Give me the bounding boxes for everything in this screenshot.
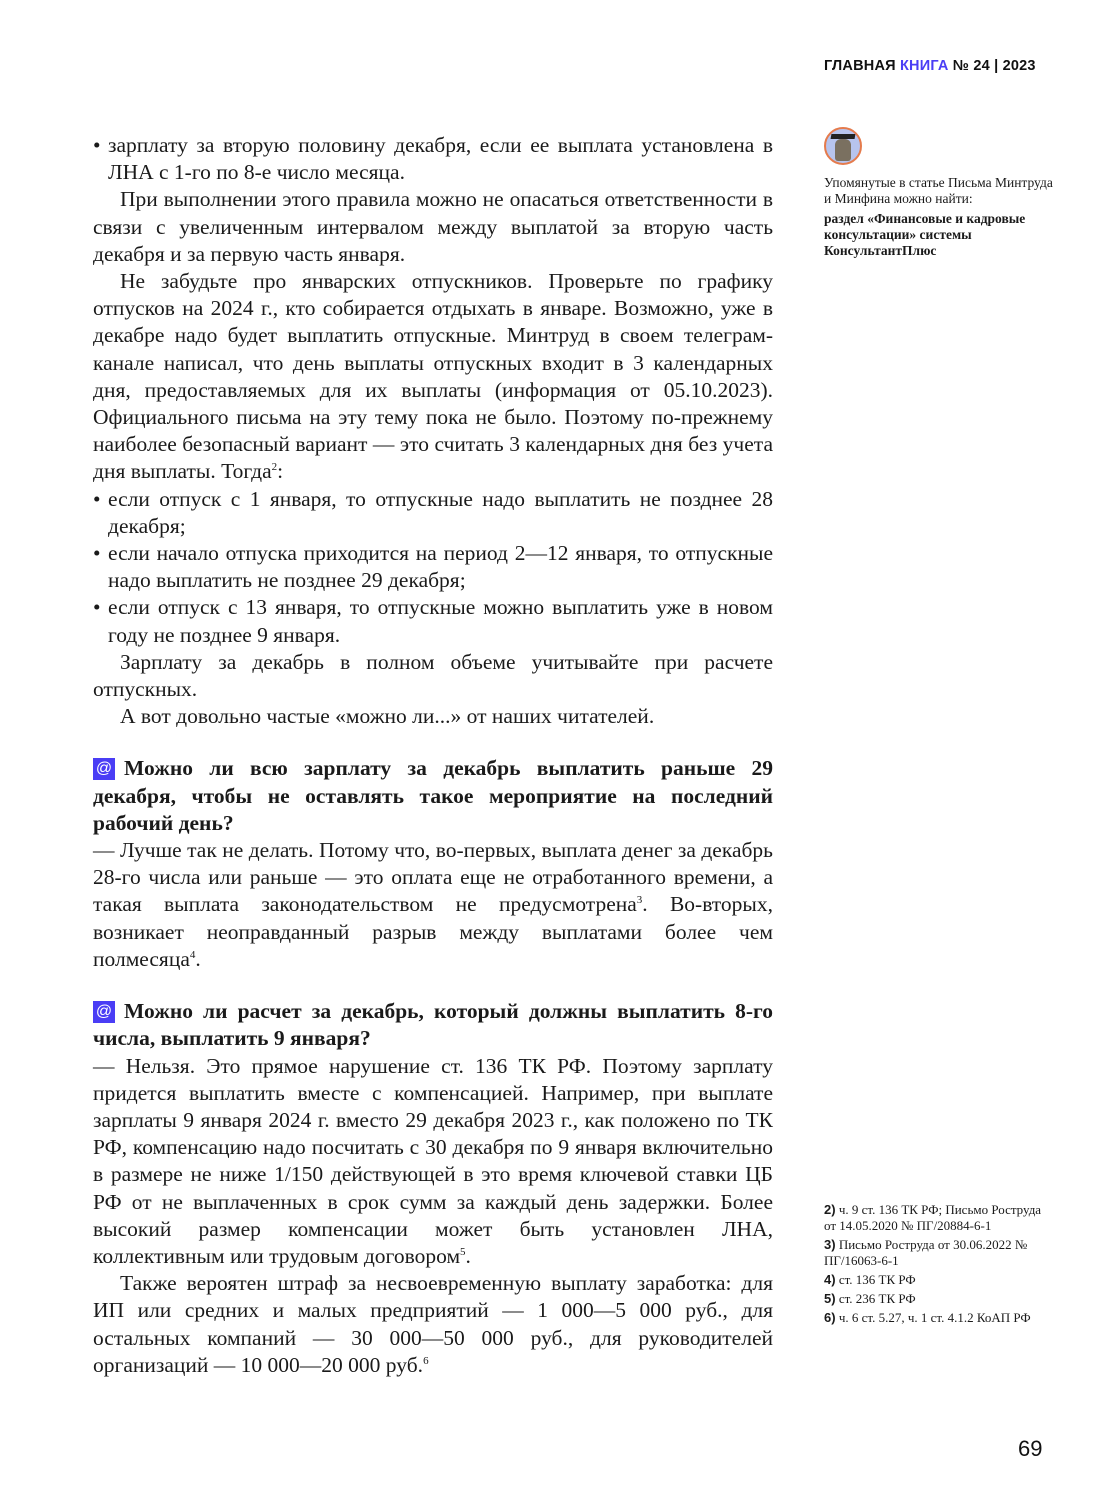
answer-text: . Во-вторых, возникает неоправданный разрыв между выплатами более чем полмесяца bbox=[93, 892, 773, 971]
footnote-ref[interactable]: 4 bbox=[189, 948, 196, 961]
footnote-number: 4) bbox=[824, 1272, 836, 1287]
sidebar-note-text: Упомянутые в статье Письма Минтруда и Минфина можно найти: bbox=[824, 175, 1053, 206]
article-body bbox=[93, 132, 773, 1379]
at-sign-icon: @ bbox=[93, 758, 115, 780]
list-item: • зарплату за вторую половину декабря, если ее выплата установлена в ЛНА с 1-го по 8-е число месяца. bbox=[93, 132, 773, 186]
professor-avatar-icon bbox=[824, 127, 862, 165]
list-item: • если отпуск с 13 января, то отпускные можно выплатить уже в новом году не позднее 9 января. bbox=[93, 594, 773, 648]
paragraph-text: : bbox=[277, 459, 284, 484]
footnote bbox=[824, 1237, 1054, 1269]
footnote-number: 6) bbox=[824, 1310, 836, 1325]
footnote-ref[interactable]: 2 bbox=[271, 461, 278, 474]
footnote-number: 3) bbox=[824, 1237, 836, 1252]
question-text: Можно ли всю зарплату за декабрь выплатить раньше 29 декабря, чтобы не оставлять такое мероприятие на последний рабочий день? bbox=[93, 756, 773, 835]
footnote-ref[interactable]: 6 bbox=[423, 1354, 429, 1367]
brand-name-part1: ГЛАВНАЯ bbox=[824, 58, 896, 74]
magazine-header bbox=[824, 58, 1036, 74]
footnote bbox=[824, 1310, 1054, 1326]
footnote bbox=[824, 1202, 1054, 1234]
issue-number: № 24 | 2023 bbox=[952, 58, 1036, 74]
footnote-text: ч. 9 ст. 136 ТК РФ; Письмо Роструда от 14.05.2020 № ПГ/20884-6-1 bbox=[824, 1202, 1042, 1233]
footnote-text: ст. 236 ТК РФ bbox=[838, 1291, 916, 1306]
paragraph: Зарплату за декабрь в полном объеме учитывайте при расчете отпускных. bbox=[93, 649, 773, 702]
answer bbox=[93, 837, 773, 973]
paragraph-text: Также вероятен штраф за несвоевременную выплату заработка: для ИП или средних и малых предприятий — 1 000—5 000 руб., для остальных компаний — 30 000—50 000 руб., для руководителей организаций — 10 000—20 000 руб. bbox=[93, 1271, 773, 1377]
list-item: • если отпуск с 1 января, то отпускные надо выплатить не позднее 28 декабря; bbox=[93, 486, 773, 540]
sidebar-note bbox=[824, 127, 1054, 259]
qa-block bbox=[93, 755, 773, 973]
brand-name-part2: КНИГА bbox=[899, 58, 949, 74]
paragraph bbox=[93, 268, 773, 486]
paragraph-text: Не забудьте про январских отпускников. Проверьте по графику отпусков на 2024 г., кто собирается отдыхать в январе. Возможно, уже в декабре надо будет выплатить отпускные. Минтруд в своем телеграм-канале написал, что день выплаты отпускных входит в 3 календарных дня, предоставляемых для их выплаты (информация от 05.10.2023). Официального письма на эту тему пока не было. Поэтому по-прежнему наиболее безопасный вариант — это считать 3 календарных дня без учета дня выплаты. Тогда bbox=[93, 269, 773, 484]
qa-block bbox=[93, 998, 773, 1270]
footnote-number: 5) bbox=[824, 1291, 836, 1306]
footnotes bbox=[824, 1202, 1054, 1329]
answer-text: — Нельзя. Это прямое нарушение ст. 136 ТК РФ. Поэтому зарплату придется выплатить вместе с компенсацией. Например, при выплате зарплаты 9 января 2024 г. вместо 29 декабря 2023 г., как положено по ТК РФ, компенсацию надо посчитать с 30 декабря по 9 января включительно в размере не ниже 1/150 действующей в это время ключевой ставки ЦБ РФ от не выплаченных в срок сумм за каждый день задержки. Более высокий размер компенсации может быть установлен ЛНА, коллективным или трудовым договором bbox=[93, 1053, 773, 1268]
answer-text: . bbox=[465, 1243, 471, 1268]
answer-text: — Лучше так не делать. Потому что, во-первых, выплата денег за декабрь 28-го числа или раньше — это оплата еще не отработанного времени, а такая выплата законодательством не предусмотрена bbox=[93, 838, 773, 917]
footnote bbox=[824, 1291, 1054, 1307]
footnote-ref[interactable]: 5 bbox=[460, 1245, 466, 1258]
footnote-text: ч. 6 ст. 5.27, ч. 1 ст. 4.1.2 КоАП РФ bbox=[838, 1310, 1031, 1325]
question-text: Можно ли расчет за декабрь, который должны выплатить 8-го числа, выплатить 9 января? bbox=[93, 999, 773, 1051]
answer bbox=[93, 1053, 773, 1271]
list-item: • если начало отпуска приходится на период 2—12 января, то отпускные надо выплатить не позднее 29 декабря; bbox=[93, 540, 773, 594]
footnote-number: 2) bbox=[824, 1202, 836, 1217]
footnote-text: Письмо Роструда от 30.06.2022 № ПГ/16063-6-1 bbox=[824, 1237, 1028, 1268]
at-sign-icon: @ bbox=[93, 1001, 115, 1023]
footnote-text: ст. 136 ТК РФ bbox=[838, 1272, 916, 1287]
footnote-ref[interactable]: 3 bbox=[636, 894, 643, 907]
answer-text: . bbox=[195, 946, 201, 971]
sidebar-source-text: раздел «Финансовые и кадровые консультации» системы КонсультантПлюс bbox=[824, 211, 1026, 258]
paragraph: При выполнении этого правила можно не опасаться ответственности в связи с увеличенным интервалом между выплатой за вторую часть декабря и за первую часть января. bbox=[93, 187, 773, 266]
paragraph bbox=[93, 1270, 773, 1379]
page-number: 69 bbox=[1018, 1436, 1043, 1461]
question bbox=[93, 755, 773, 837]
footnote bbox=[824, 1272, 1054, 1288]
question bbox=[93, 998, 773, 1052]
paragraph: А вот довольно частые «можно ли...» от наших читателей. bbox=[120, 704, 655, 729]
